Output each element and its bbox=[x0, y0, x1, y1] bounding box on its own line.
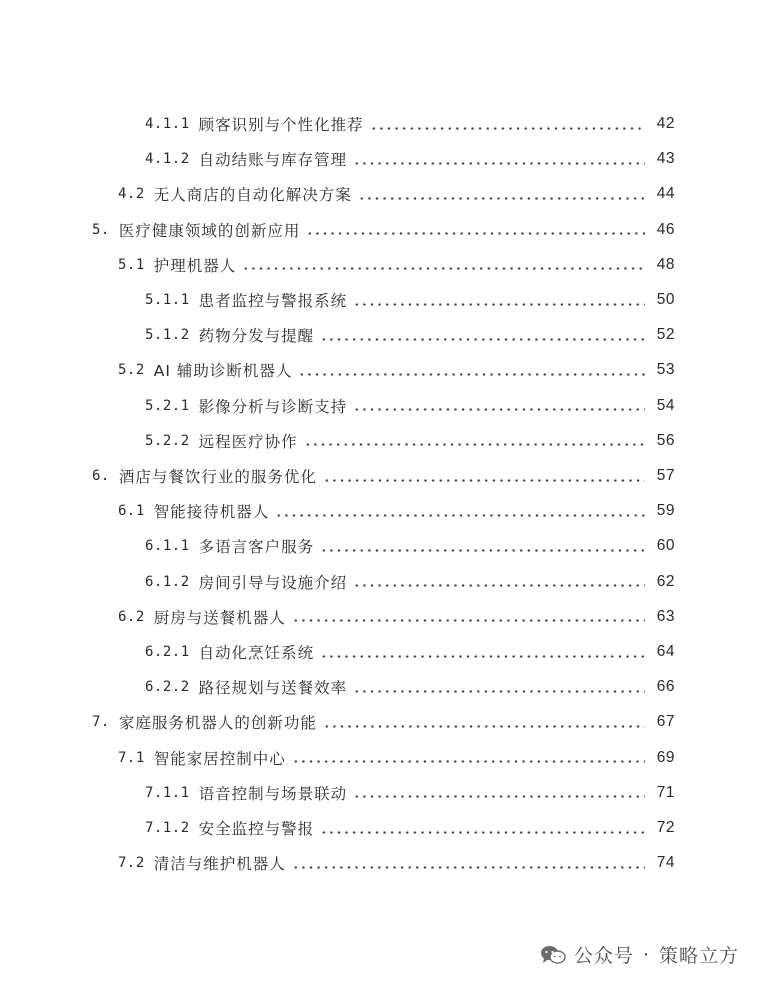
toc-entry[interactable] bbox=[145, 781, 675, 805]
toc-entry-title: 顾客识别与个性化推荐 bbox=[198, 116, 364, 134]
toc-entry-page-number: 74 bbox=[656, 854, 675, 872]
toc-entry[interactable] bbox=[118, 253, 675, 277]
wechat-icon bbox=[540, 945, 566, 965]
toc-entry-page-number: 50 bbox=[656, 291, 675, 308]
toc-entry-number: 6.1 bbox=[118, 503, 145, 520]
toc-entry-page-number: 43 bbox=[656, 150, 675, 168]
toc-entry-title: 影像分析与诊断支持 bbox=[198, 397, 348, 416]
toc-entry-number: 5. bbox=[92, 221, 110, 238]
toc-entry-number: 7. bbox=[92, 714, 110, 731]
watermark-separator: · bbox=[642, 943, 650, 966]
toc-entry-number: 7.1.2 bbox=[145, 820, 190, 836]
toc-entry-title: 清洁与维护机器人 bbox=[153, 855, 286, 874]
toc-entry-number: 6.1.1 bbox=[145, 538, 190, 555]
toc-dot-leader bbox=[353, 690, 645, 693]
toc-entry-page-number: 42 bbox=[656, 115, 675, 132]
toc-entry-number: 5.2.1 bbox=[145, 397, 190, 414]
toc-dot-leader bbox=[275, 514, 645, 517]
toc-entry-number: 7.1.1 bbox=[145, 784, 190, 801]
toc-entry-title: 酒店与餐饮行业的服务优化 bbox=[118, 468, 317, 486]
toc-entry-number: 6.1.2 bbox=[145, 573, 190, 590]
toc-dot-leader bbox=[323, 725, 645, 728]
toc-entry[interactable] bbox=[145, 816, 675, 840]
toc-entry-page-number: 66 bbox=[656, 678, 675, 696]
toc-entry[interactable] bbox=[92, 464, 675, 488]
toc-entry[interactable] bbox=[145, 570, 675, 594]
toc-entry-title: 无人商店的自动化解决方案 bbox=[153, 186, 352, 205]
toc-entry-page-number: 62 bbox=[656, 572, 675, 590]
toc-dot-leader bbox=[320, 549, 645, 552]
toc-entry-page-number: 60 bbox=[656, 537, 675, 555]
toc-entry-title: 房间引导与设施介绍 bbox=[198, 573, 348, 592]
toc-entry-number: 4.1.2 bbox=[145, 151, 190, 168]
toc-entry-title: 路径规划与送餐效率 bbox=[198, 679, 348, 698]
toc-entry-number: 4.2 bbox=[118, 186, 145, 203]
toc-dot-leader bbox=[292, 866, 645, 869]
toc-entry-title: 智能家居控制中心 bbox=[153, 749, 286, 768]
toc-entry-number: 7.2 bbox=[118, 855, 145, 872]
toc-dot-leader bbox=[292, 760, 645, 763]
toc-entry-number: 5.2 bbox=[118, 362, 145, 379]
toc-entry-page-number: 46 bbox=[656, 220, 675, 238]
watermark-left-text: 公众号 bbox=[573, 945, 634, 967]
toc-entry-page-number: 63 bbox=[656, 607, 675, 625]
toc-entry-page-number: 71 bbox=[656, 783, 675, 801]
toc-entry-page-number: 72 bbox=[656, 819, 675, 836]
toc-entry-page-number: 57 bbox=[656, 467, 675, 484]
toc-dot-leader bbox=[320, 831, 645, 834]
toc-entry-title: 安全监控与警报 bbox=[198, 820, 315, 838]
toc-entry-title: 家庭服务机器人的创新功能 bbox=[118, 714, 317, 733]
toc-entry[interactable] bbox=[118, 851, 675, 875]
toc-entry-number: 7.1 bbox=[118, 749, 145, 766]
toc-entry-page-number: 53 bbox=[656, 361, 675, 379]
toc-entry-title: AI 辅助诊断机器人 bbox=[153, 362, 293, 381]
watermark bbox=[540, 941, 739, 968]
toc-entry[interactable] bbox=[145, 640, 675, 664]
toc-entry-title: 自动结账与库存管理 bbox=[198, 151, 348, 170]
toc-entry-page-number: 69 bbox=[656, 748, 675, 766]
toc-dot-leader bbox=[353, 408, 645, 411]
toc-dot-leader bbox=[353, 162, 645, 165]
toc-entry-number: 6.2.2 bbox=[145, 679, 190, 696]
toc-dot-leader bbox=[320, 655, 645, 658]
toc-entry[interactable] bbox=[145, 323, 675, 347]
toc-entry[interactable] bbox=[92, 710, 675, 734]
toc-entry-number: 5.1.1 bbox=[145, 292, 190, 308]
toc-dot-leader bbox=[242, 267, 645, 270]
toc-entry-title: 多语言客户服务 bbox=[198, 538, 315, 557]
toc-entry[interactable] bbox=[145, 147, 675, 171]
toc-entry-number: 6.2 bbox=[118, 608, 145, 625]
toc-dot-leader bbox=[353, 795, 645, 798]
toc-entry-title: 药物分发与提醒 bbox=[198, 327, 315, 346]
toc-dot-leader bbox=[353, 303, 645, 306]
toc-entry-page-number: 67 bbox=[656, 713, 675, 731]
toc-entry-title: 自动化烹饪系统 bbox=[198, 644, 315, 662]
toc-entry[interactable] bbox=[92, 218, 675, 242]
toc-entry-title: 厨房与送餐机器人 bbox=[153, 608, 286, 627]
toc-entry[interactable] bbox=[118, 358, 675, 382]
toc-entry-number: 5.1.2 bbox=[145, 327, 190, 344]
toc-entry-page-number: 59 bbox=[656, 502, 675, 520]
toc-entry-number: 6.2.1 bbox=[145, 644, 190, 660]
toc-entry[interactable] bbox=[118, 605, 675, 629]
toc-entry-title: 语音控制与场景联动 bbox=[198, 784, 348, 803]
toc-entry[interactable] bbox=[145, 534, 675, 558]
toc-dot-leader bbox=[292, 619, 645, 622]
watermark-right-text: 策略立方 bbox=[658, 945, 739, 967]
toc-dot-leader bbox=[353, 584, 645, 587]
toc-entry[interactable] bbox=[118, 182, 675, 206]
toc-entry-number: 6. bbox=[92, 468, 110, 484]
toc-entry[interactable] bbox=[145, 112, 675, 136]
toc-entry-page-number: 52 bbox=[656, 326, 675, 344]
toc-entry-page-number: 64 bbox=[656, 643, 675, 660]
toc-entry-number: 4.1.1 bbox=[145, 116, 190, 132]
toc-entry[interactable] bbox=[145, 288, 675, 312]
toc-entry[interactable] bbox=[145, 429, 675, 453]
toc-dot-leader bbox=[370, 127, 645, 130]
toc-entry-title: 患者监控与警报系统 bbox=[198, 292, 348, 310]
toc-entry[interactable] bbox=[145, 675, 675, 699]
toc-dot-leader bbox=[320, 338, 645, 341]
toc-dot-leader bbox=[358, 197, 645, 200]
toc-dot-leader bbox=[298, 373, 645, 376]
toc-entry[interactable] bbox=[118, 499, 675, 523]
toc-entry-number: 5.1 bbox=[118, 256, 145, 273]
toc-entry-page-number: 44 bbox=[656, 185, 675, 203]
toc-dot-leader bbox=[306, 232, 645, 235]
toc-entry-title: 智能接待机器人 bbox=[153, 503, 270, 522]
toc-entry-title: 远程医疗协作 bbox=[198, 432, 298, 451]
toc-entry-page-number: 56 bbox=[656, 431, 675, 449]
toc-entry-title: 护理机器人 bbox=[153, 256, 237, 275]
toc-entry-page-number: 54 bbox=[656, 396, 675, 414]
toc-dot-leader bbox=[323, 479, 645, 482]
toc-entry-page-number: 48 bbox=[656, 255, 675, 273]
toc-entry[interactable] bbox=[145, 394, 675, 418]
toc-entry[interactable] bbox=[118, 746, 675, 770]
toc-entry-title: 医疗健康领域的创新应用 bbox=[118, 221, 301, 240]
toc-entry-number: 5.2.2 bbox=[145, 432, 190, 449]
toc-dot-leader bbox=[304, 443, 645, 446]
